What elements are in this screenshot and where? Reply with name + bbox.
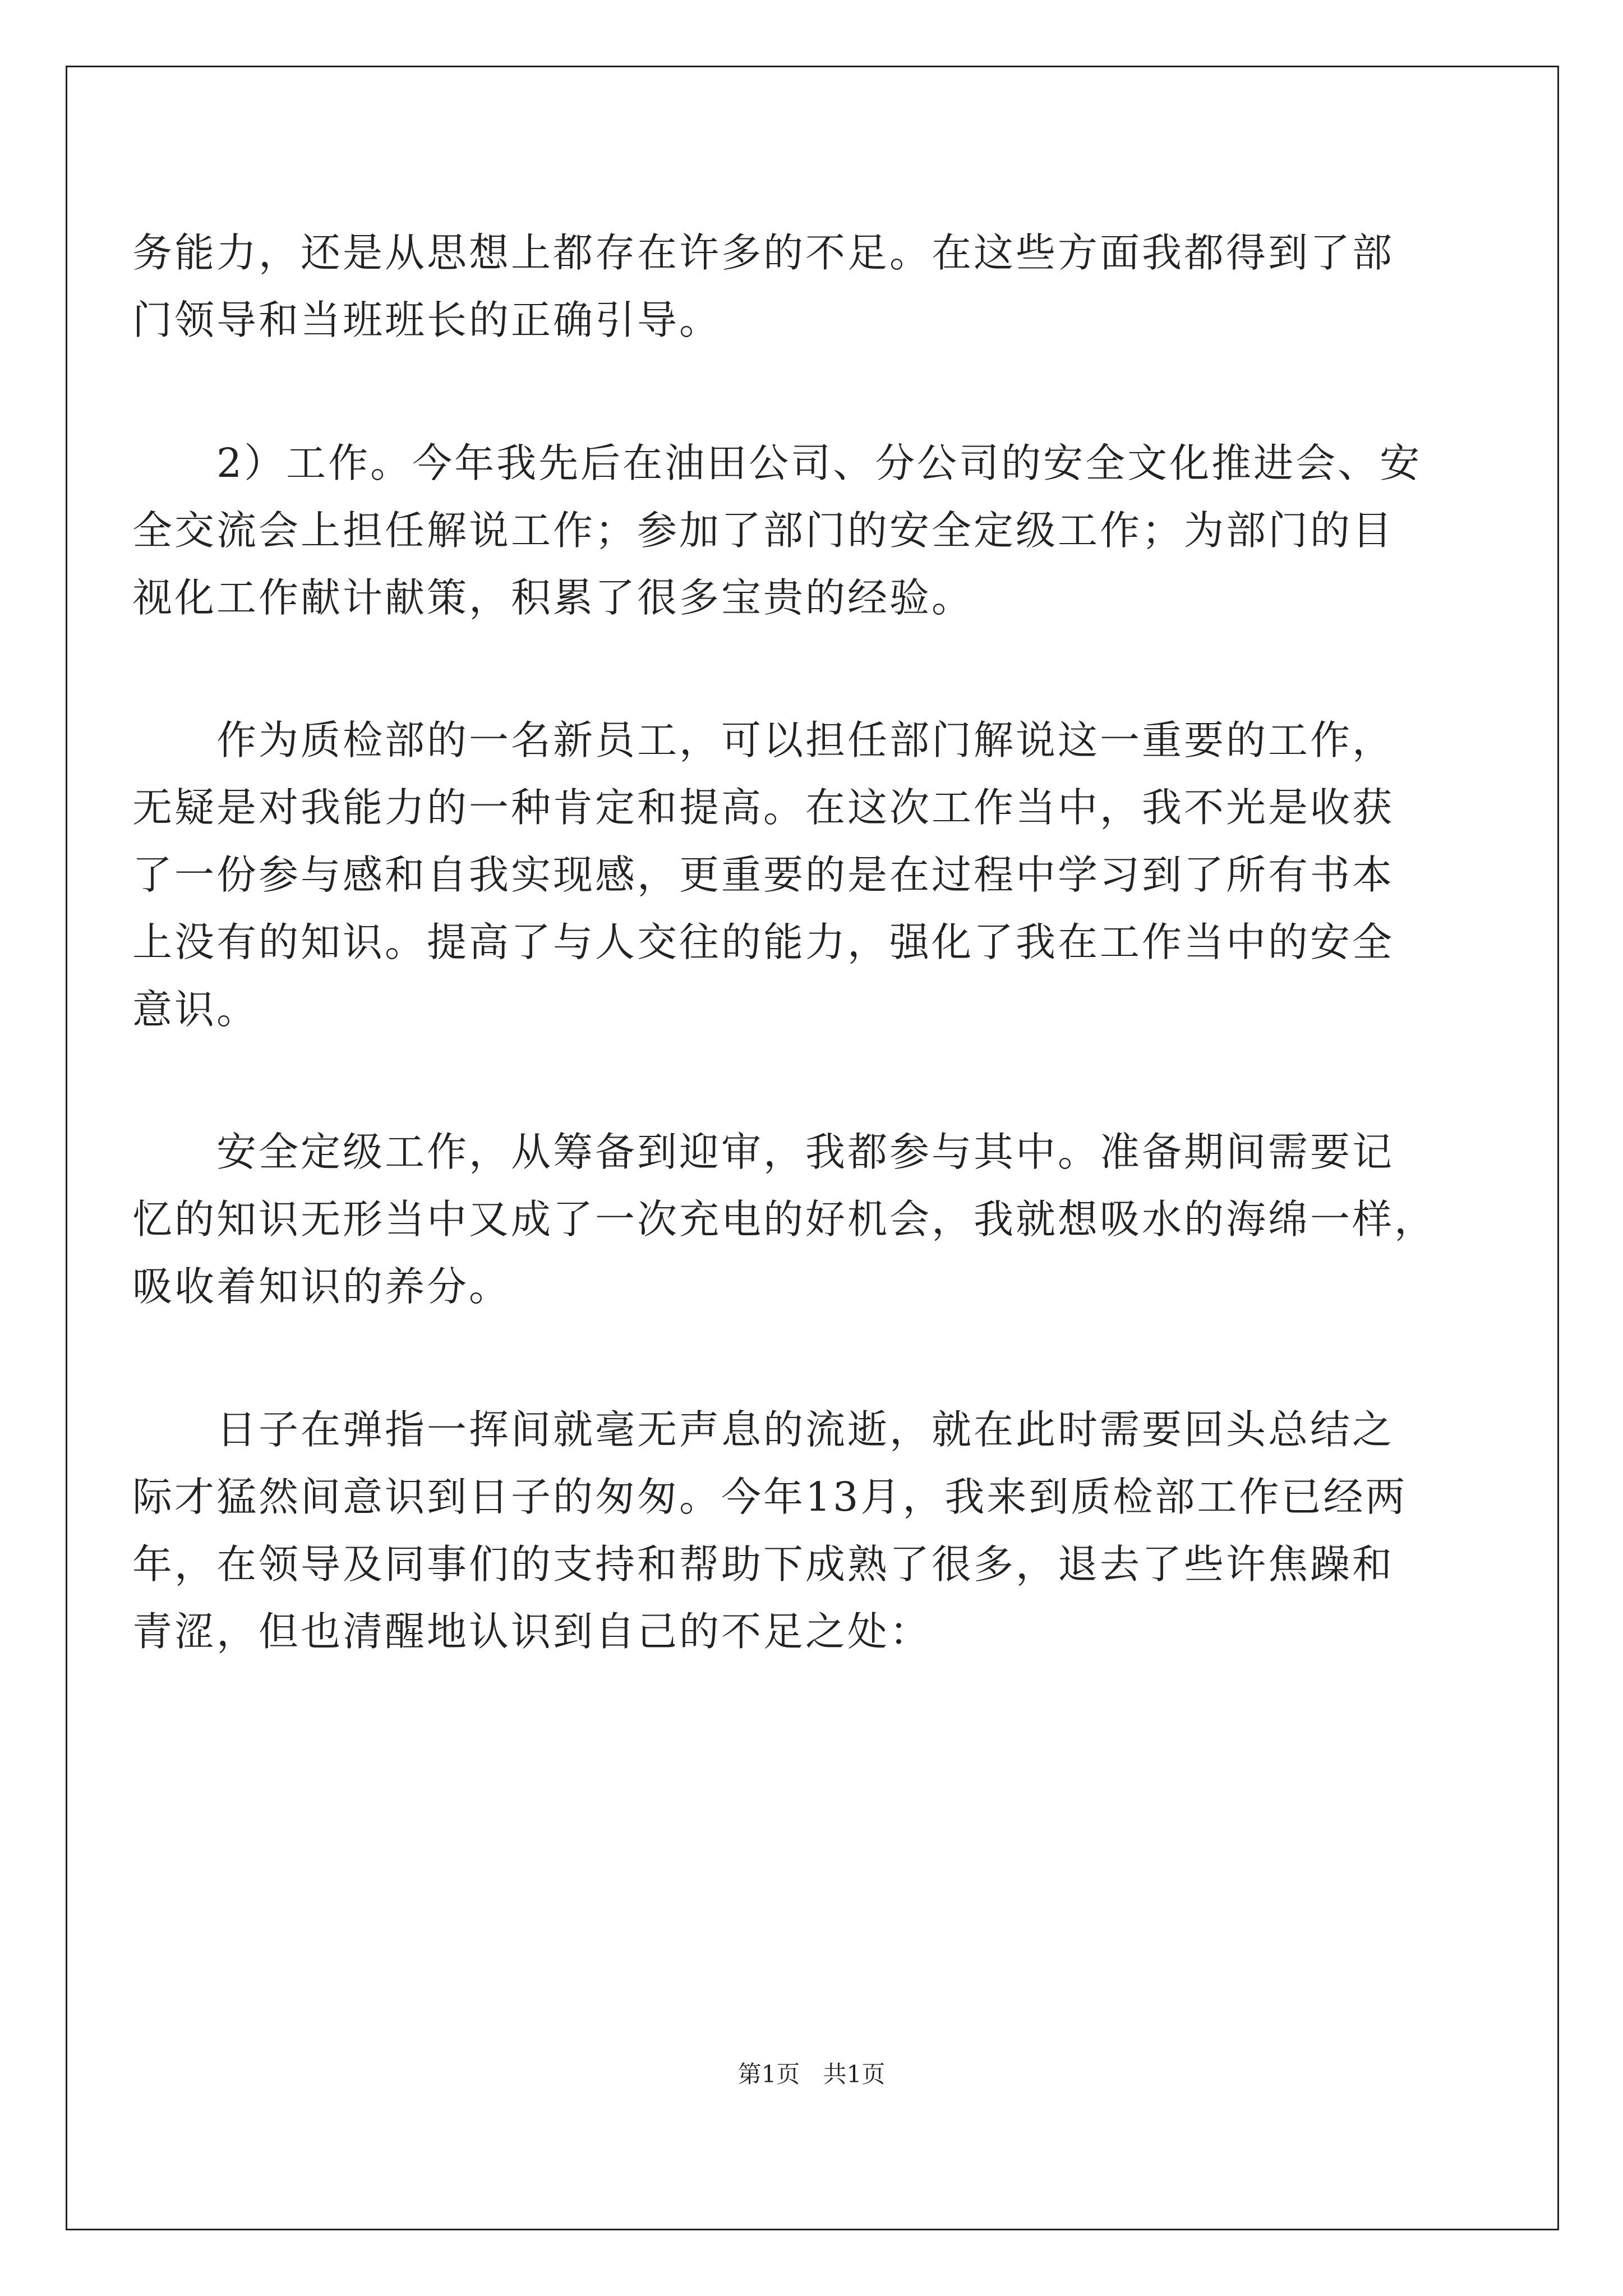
text-line: 安全定级工作，从筹备到迎审，我都参与其中。准备期间需要记 bbox=[132, 1129, 1395, 1175]
text-line: 意识。 bbox=[132, 986, 259, 1033]
text-line: 作为质检部的一名新员工，可以担任部门解说这一重要的工作， bbox=[132, 717, 1395, 763]
text-line: 了一份参与感和自我实现感，更重要的是在过程中学习到了所有书本 bbox=[132, 852, 1395, 898]
text-line: 无疑是对我能力的一种肯定和提高。在这次工作当中，我不光是收获 bbox=[132, 784, 1395, 831]
text-line: 吸收着知识的养分。 bbox=[132, 1263, 511, 1310]
page-total: 共1页 bbox=[823, 2060, 886, 2088]
page-footer bbox=[0, 2056, 1623, 2090]
text-line: 际才猛然间意识到日子的匆匆。今年13月，我来到质检部工作已经两 bbox=[132, 1474, 1408, 1520]
text-line: 日子在弹指一挥间就毫无声息的流逝，就在此时需要回头总结之 bbox=[132, 1406, 1395, 1453]
text-line: 门领导和当班班长的正确引导。 bbox=[132, 297, 722, 343]
page-number: 第1页 bbox=[737, 2060, 800, 2088]
text-line: 青涩，但也清醒地认识到自己的不足之处： bbox=[132, 1608, 932, 1655]
text-line: 全交流会上担任解说工作；参加了部门的安全定级工作；为部门的目 bbox=[132, 507, 1395, 554]
text-line: 2）工作。今年我先后在油田公司、分公司的安全文化推进会、安 bbox=[132, 440, 1422, 486]
text-line: 务能力，还是从思想上都存在许多的不足。在这些方面我都得到了部 bbox=[132, 229, 1395, 276]
text-line: 忆的知识无形当中又成了一次充电的好机会，我就想吸水的海绵一样， bbox=[132, 1196, 1437, 1243]
text-line: 视化工作献计献策，积累了很多宝贵的经验。 bbox=[132, 574, 974, 621]
text-line: 上没有的知识。提高了与人交往的能力，强化了我在工作当中的安全 bbox=[132, 919, 1395, 965]
text-line: 年，在领导及同事们的支持和帮助下成熟了很多，退去了些许焦躁和 bbox=[132, 1541, 1395, 1588]
